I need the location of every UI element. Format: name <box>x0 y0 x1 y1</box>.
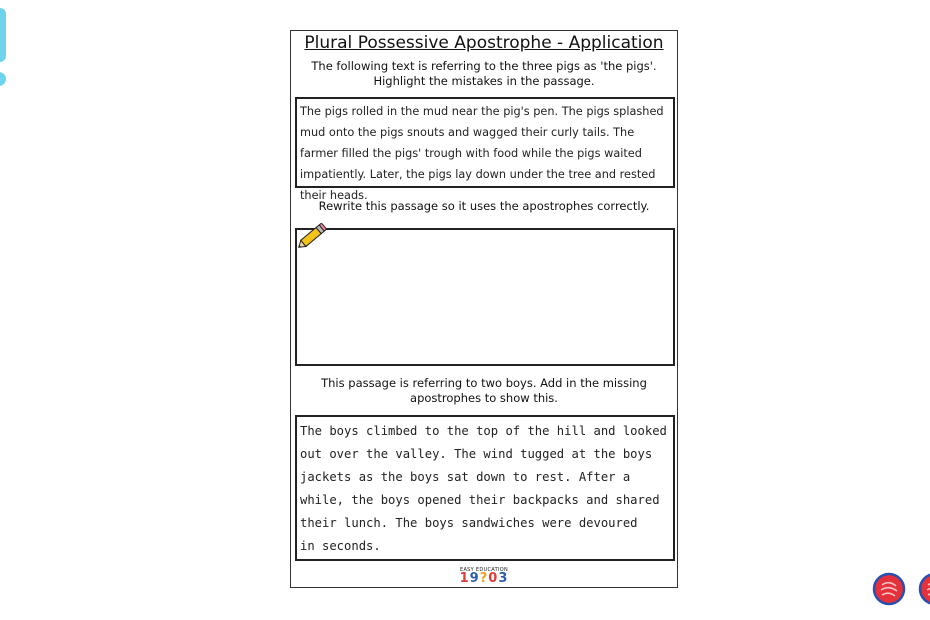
publisher-logo-mark: 19?03 <box>459 571 509 586</box>
passage-pigs-text: The pigs rolled in the mud near the pig's pen. The pigs splashed mud onto the pigs snouts and wagged their curly tails. The farmer filled the pigs' trough with food while the pigs waited impatiently. Later, the pigs lay down under the tree and rested their heads. <box>300 105 664 202</box>
instruction-highlight: The following text is referring to the three pigs as 'the pigs'. Highlight the mistakes in the passage. <box>311 59 657 88</box>
previous-slide-icon[interactable] <box>872 572 906 606</box>
worksheet-title: Plural Possessive Apostrophe - Application <box>304 33 664 53</box>
instruction-rewrite: Rewrite this passage so it uses the apostrophes correctly. <box>318 199 650 213</box>
pencil-icon <box>293 219 329 255</box>
next-slide-icon[interactable] <box>918 572 930 606</box>
passage-boys-line: their lunch. The boys sandwiches were devoured <box>300 516 638 530</box>
passage-boys-line: out over the valley. The wind tugged at the boys <box>300 447 653 461</box>
rewrite-answer-box[interactable] <box>295 228 675 366</box>
publisher-logo <box>291 567 677 585</box>
instruction-boys: This passage is referring to two boys. Add in the missing apostrophes to show this. <box>321 376 647 405</box>
passage-boys-box <box>295 415 675 561</box>
edge-decoration-icon <box>0 8 8 86</box>
passage-boys-line: The boys climbed to the top of the hill and looked <box>300 424 667 438</box>
passage-boys-line: jackets as the boys sat down to rest. After a <box>300 470 631 484</box>
passage-pigs-box <box>295 97 675 202</box>
passage-boys-line: in seconds. <box>300 539 381 553</box>
worksheet-page <box>290 30 678 588</box>
passage-boys-line: while, the boys opened their backpacks and shared <box>300 493 660 507</box>
publisher-brand: EASY EDUCATION <box>460 567 508 573</box>
